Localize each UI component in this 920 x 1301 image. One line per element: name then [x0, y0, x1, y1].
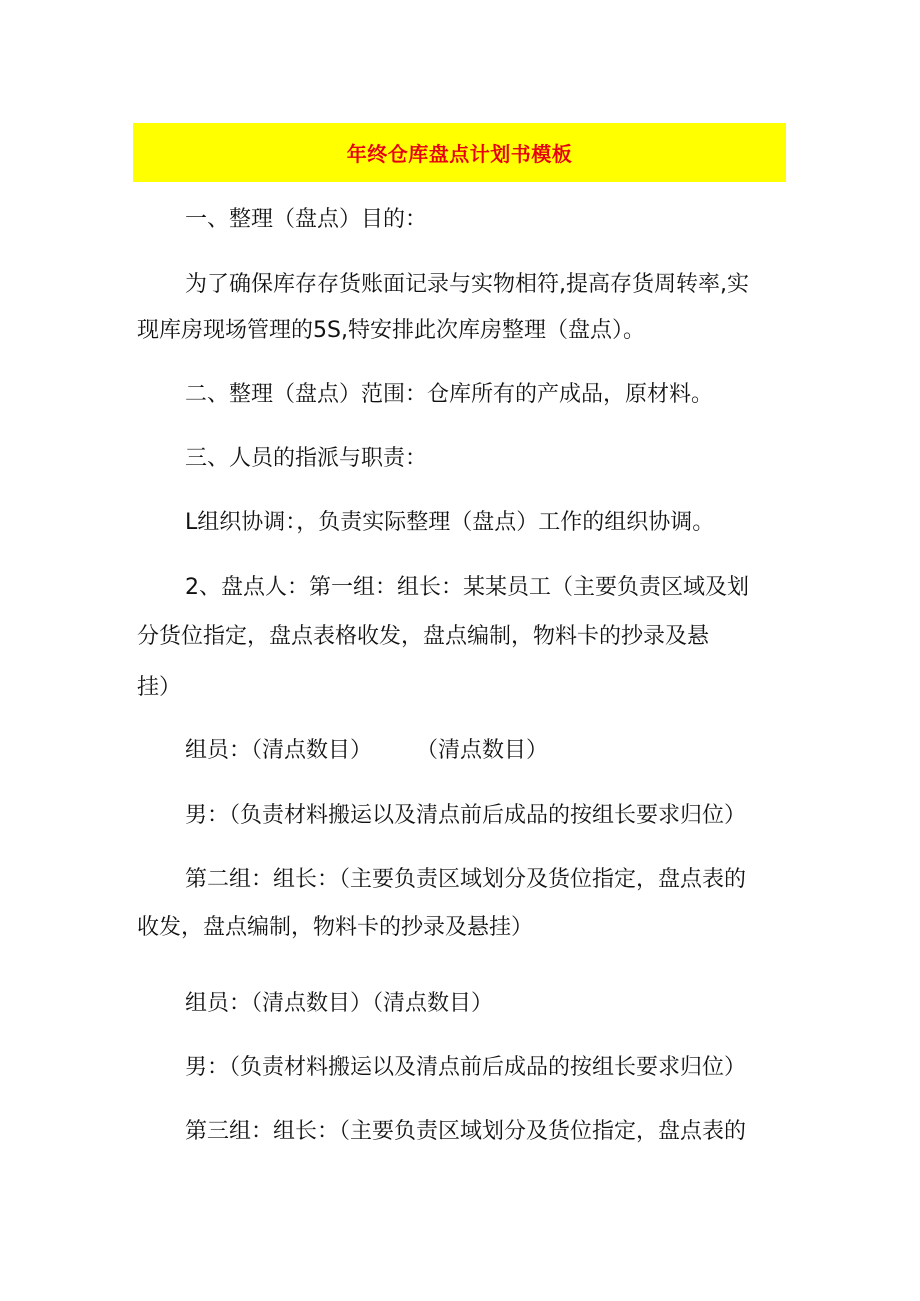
paragraph-line: 2、盘点人：第一组：组长：某某员工（主要负责区域及划 — [185, 575, 749, 600]
section-1-heading: 一、整理（盘点）目的： — [185, 207, 428, 232]
paragraph-line: 收发，盘点编制，物料卡的抄录及悬挂） — [137, 915, 534, 940]
paragraph-line: 第二组：组长：（主要负责区域划分及货位指定，盘点表的 — [185, 867, 747, 892]
paragraph-line: 分货位指定，盘点表格收发，盘点编制，物料卡的抄录及悬 — [137, 624, 710, 649]
document-title: 年终仓库盘点计划书模板 — [346, 142, 573, 166]
paragraph-line: L组织协调：，负责实际整理（盘点）工作的组织协调。 — [185, 510, 715, 535]
paragraph-line: 现库房现场管理的5S,特安排此次库房整理（盘点）。 — [137, 318, 645, 343]
paragraph-line: 组员：（清点数目）（清点数目） — [185, 991, 494, 1016]
paragraph-line: 组员：（清点数目） （清点数目） — [185, 738, 549, 763]
paragraph-line: 男：（负责材料搬运以及清点前后成品的按组长要求归位） — [185, 803, 747, 828]
title-banner — [133, 123, 786, 182]
paragraph-line: 为了确保库存存货账面记录与实物相符,提高存货周转率,实 — [185, 272, 749, 297]
section-2-heading: 二、整理（盘点）范围：仓库所有的产成品，原材料。 — [185, 382, 714, 407]
paragraph-line: 男：（负责材料搬运以及清点前后成品的按组长要求归位） — [185, 1055, 747, 1080]
paragraph-line: 第三组：组长：（主要负责区域划分及货位指定，盘点表的 — [185, 1119, 747, 1144]
section-3-heading: 三、人员的指派与职责： — [185, 446, 428, 471]
paragraph-line: 挂） — [137, 675, 182, 700]
